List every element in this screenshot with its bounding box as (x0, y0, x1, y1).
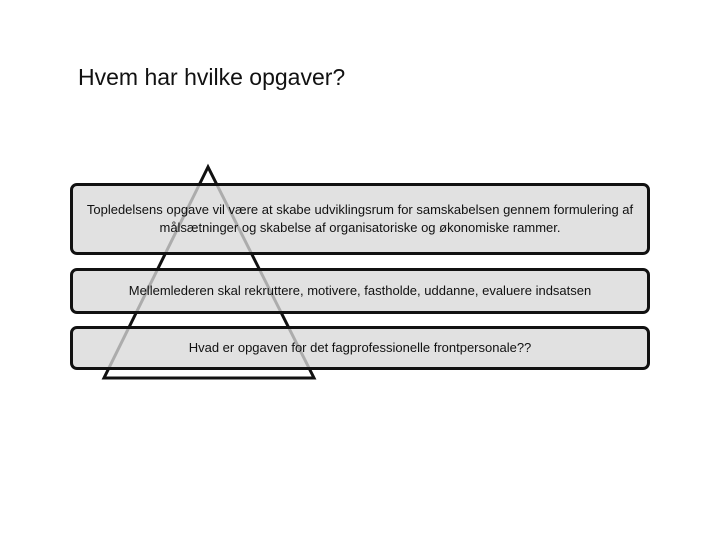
level-frontline-staff (70, 326, 650, 370)
slide-title: Hvem har hvilke opgaver? (78, 64, 346, 90)
level-top-management-text: Topledelsens opgave vil være at skabe udviklingsrum for samskabelsen gennem formulering af målsætninger og skabelse af organisatoriske og økonomiske rammer. (86, 202, 634, 235)
level-frontline-staff-text: Hvad er opgaven for det fagprofessionelle frontpersonale?? (188, 340, 532, 355)
level-top-management (70, 183, 650, 255)
level-middle-management (70, 268, 650, 314)
level-middle-management-text: Mellemlederen skal rekruttere, motivere, fastholde, uddanne, evaluere indsatsen (128, 283, 592, 298)
